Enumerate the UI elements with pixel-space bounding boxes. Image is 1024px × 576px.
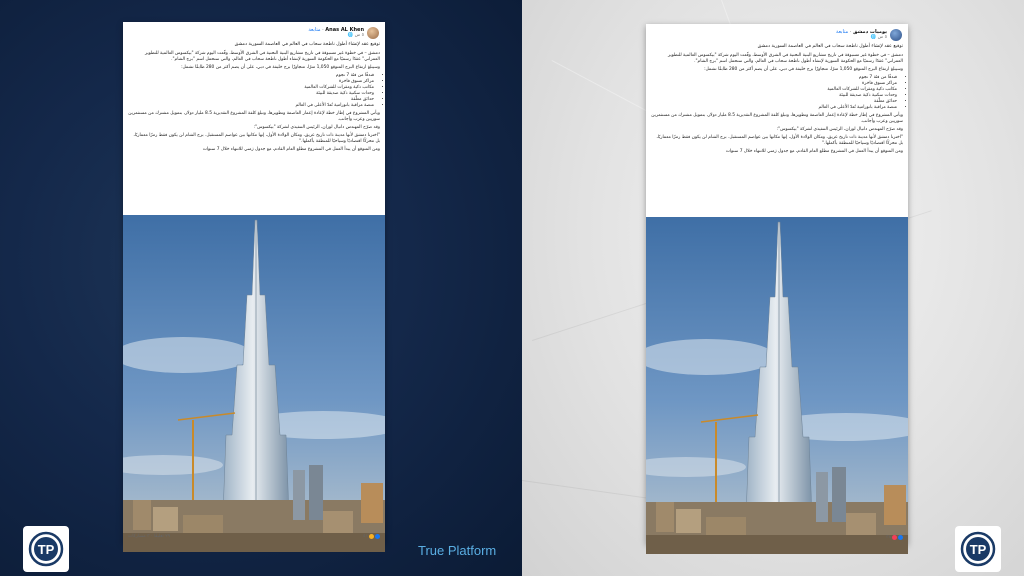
- separator-dot: ·: [849, 29, 852, 35]
- post-author[interactable]: يوميات دمشق: [852, 29, 887, 35]
- article-paragraph: ويأتي المشروع في إطار خطة لإعادة إعمار العاصمة وتطويرها، وتبلغ كلفة المشروع التقديرية 8.5 مليار دولار، بتمويل مشترك من مستثمرين سوريين وعرب وأجانب.: [651, 113, 903, 124]
- haha-reaction-icon: [369, 534, 374, 539]
- post-text: [651, 44, 903, 157]
- post-author[interactable]: Anas AL Khen: [325, 27, 364, 33]
- reactions[interactable]: [363, 534, 380, 539]
- post-footer: [651, 532, 903, 542]
- article-paragraph: دمشق – في خطوة غير مسبوقة في تاريخ مشاريع البنية التحتية في الشرق الأوسط، وقّعت اليوم شركة "بيكسوس العالمية للتطوير العمراني" عقدًا رسميًا مع الحكومة السورية لإنشاء أطول ناطحة سحاب في العالم، والتي ستحمل اسم "برج الشام".: [145, 51, 380, 62]
- tower-photo[interactable]: [646, 217, 908, 554]
- facebook-post-right: [646, 24, 908, 544]
- list-item: • مكاتب ذكية ومقرات للشركات العالمية: [651, 87, 897, 93]
- post-time-text: ٥ س: [877, 35, 887, 40]
- tower-photo-graphic: [123, 215, 385, 552]
- tp-logo-icon: [960, 531, 996, 567]
- list-item: • وحدات سكنية ذكية صديقة للبيئة: [128, 91, 374, 97]
- facebook-post-left: [123, 22, 385, 543]
- reaction-count: ٤١: [363, 533, 368, 539]
- comments-shares-count[interactable]: ٢٩ تعليقًا · ٣ مشاركات: [128, 533, 171, 539]
- brand-name: True Platform: [418, 543, 497, 558]
- follow-button[interactable]: متابعة: [835, 29, 849, 35]
- article-title: توقيع عقد لإنشاء أطول ناطحة سحاب في العالم في العاصمة السورية دمشق: [234, 42, 380, 47]
- article-paragraph: دمشق – في خطوة غير مسبوقة في تاريخ مشاريع البنية التحتية في الشرق الأوسط، وقّعت اليوم شركة "بيكسوس العالمية للتطوير العمراني" عقدًا رسميًا مع الحكومة السورية لإنشاء أطول ناطحة سحاب في العالم، والتي ستحمل اسم "برج الشام".: [668, 53, 903, 64]
- list-item: • منصة مراقبة بانورامية تُعدّ الأعلى في العالم: [128, 103, 374, 109]
- list-item: • مراكز تسوق فاخرة: [128, 79, 374, 85]
- post-footer: [128, 531, 380, 541]
- post-author-block: [836, 29, 887, 41]
- article-paragraph: ويأتي المشروع في إطار خطة لإعادة إعمار العاصمة وتطويرها، وتبلغ كلفة المشروع التقديرية 8.5 مليار دولار، بتمويل مشترك من مستثمرين سوريين وعرب وأجانب.: [128, 111, 380, 122]
- article-paragraph: وسيبلغ ارتفاع البرج المتوقع 1,050 مترًا، متجاوزًا برج خليفة في دبي، على أن يضم أكثر من 280 طابقًا تشمل:: [704, 67, 903, 72]
- tp-logo-icon: [28, 531, 64, 567]
- post-time: [308, 33, 364, 39]
- globe-icon: 🌐: [347, 33, 354, 38]
- list-item: • حدائق معلّقة: [128, 97, 374, 103]
- avatar[interactable]: [367, 27, 379, 39]
- list-item: • مكاتب ذكية ومقرات للشركات العالمية: [128, 85, 374, 91]
- true-platform-logo: [955, 526, 1001, 572]
- article-title: توقيع عقد لإنشاء أطول ناطحة سحاب في العالم في العاصمة السورية دمشق: [757, 44, 903, 49]
- post-time: [836, 35, 887, 41]
- article-paragraph: ومن المتوقع أن يبدأ العمل في المشروع مطلع العام القادم، مع جدول زمني للانتهاء خلال 7 سنوات: [725, 149, 903, 154]
- article-paragraph: وقد صرّح المهندس دانيال لوران، الرئيس التنفيذي لشركة "بيكسوس":: [253, 125, 380, 130]
- feature-list: [128, 73, 380, 109]
- post-author-block: [308, 27, 364, 39]
- tower-photo[interactable]: [123, 215, 385, 552]
- article-paragraph: "اخترنا دمشق لأنها مدينة ذات تاريخ عريق، ومكان الولادة الأول، إنها مكانها بين عواصم المستقبل. برج الشام لن يكون فقط رمزًا معماريًا، بل محركًا اقتصاديًا وسياحيًا للمنطقة بأكملها.": [133, 133, 380, 144]
- post-header: [652, 27, 902, 43]
- tower-photo-graphic: [646, 217, 908, 554]
- article-paragraph: وسيبلغ ارتفاع البرج المتوقع 1,050 مترًا، متجاوزًا برج خليفة في دبي، على أن يضم أكثر من 280 طابقًا تشمل:: [181, 65, 380, 70]
- svg-text:TP: TP: [969, 542, 987, 557]
- avatar[interactable]: [890, 29, 902, 41]
- article-paragraph: وقد صرّح المهندس دانيال لوران، الرئيس التنفيذي لشركة "بيكسوس":: [776, 127, 903, 132]
- feature-list: [651, 75, 903, 111]
- like-reaction-icon: [375, 534, 380, 539]
- like-reaction-icon: [898, 535, 903, 540]
- list-item: • مراكز تسوق فاخرة: [651, 81, 897, 87]
- reaction-count: ٣٨: [886, 534, 891, 540]
- separator-dot: ·: [322, 27, 324, 33]
- post-text: [128, 42, 380, 155]
- follow-button[interactable]: متابعة: [308, 27, 321, 33]
- true-platform-logo: [23, 526, 69, 572]
- post-header: [129, 25, 379, 41]
- list-item: • وحدات سكنية ذكية صديقة للبيئة: [651, 93, 897, 99]
- list-item: • منصة مراقبة بانورامية تُعدّ الأعلى في العالم: [651, 105, 897, 111]
- reactions[interactable]: [886, 535, 903, 540]
- list-item: • فندقًا من فئة 7 نجوم: [128, 73, 374, 79]
- article-paragraph: ومن المتوقع أن يبدأ العمل في المشروع مطلع العام القادم، مع جدول زمني للانتهاء خلال 7 سنوات: [202, 147, 380, 152]
- post-time-text: ٥ س: [354, 33, 364, 38]
- love-reaction-icon: [892, 535, 897, 540]
- svg-text:TP: TP: [37, 542, 55, 557]
- article-paragraph: "اخترنا دمشق لأنها مدينة ذات تاريخ عريق، ومكان الولادة الأول، إنها مكانها بين عواصم المستقبل. برج الشام لن يكون فقط رمزًا معماريًا، بل محركًا اقتصاديًا وسياحيًا للمنطقة بأكملها.": [656, 135, 903, 146]
- list-item: • حدائق معلّقة: [651, 99, 897, 105]
- list-item: • فندقًا من فئة 7 نجوم: [651, 75, 897, 81]
- globe-icon: 🌐: [870, 35, 877, 40]
